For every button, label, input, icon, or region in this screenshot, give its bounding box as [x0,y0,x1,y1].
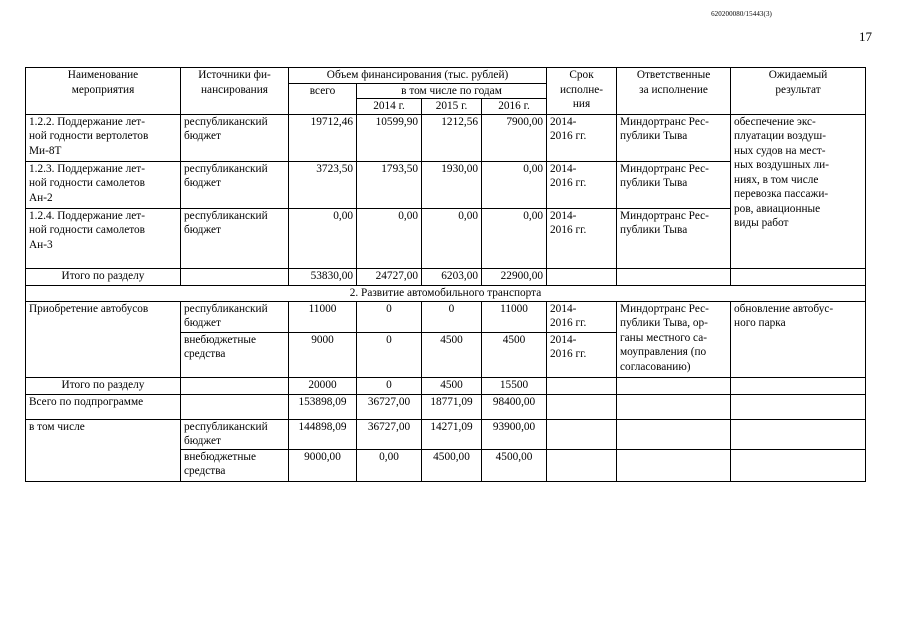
cell-name: 1.2.3. Поддержание лет- ной годности самолетов Ан-2 [26,161,181,208]
page-number: 17 [859,29,872,44]
cell-2016: 4500,00 [482,449,547,481]
header-result: Ожидаемый результат [731,68,866,115]
section-title: 2. Развитие автомобильного транспорта [26,285,866,301]
cell-2014: 0 [357,377,422,394]
cell-name: 1.2.4. Поддержание лет- ной годности самолетов Ан-3 [26,208,181,268]
cell-2016: 0,00 [482,161,547,208]
header-volume: Объем финансирования (тыс. рублей) [289,68,547,84]
cell-2016: 7900,00 [482,114,547,161]
cell-2016: 93900,00 [482,419,547,449]
cell-result: обновление автобус- ного парка [731,301,866,377]
cell-term [547,268,617,285]
cell-source [181,268,289,285]
cell-term [547,394,617,419]
cell-source: республиканский бюджет [181,161,289,208]
cell-result [731,377,866,394]
cell-2016: 4500 [482,332,547,377]
cell-2015: 4500 [422,377,482,394]
cell-total: 9000,00 [289,449,357,481]
section-row [26,285,866,301]
cell-2016: 98400,00 [482,394,547,419]
cell-2014: 0 [357,332,422,377]
header-2015: 2015 г. [422,99,482,115]
cell-term: 2014- 2016 гг. [547,114,617,161]
document-code: 620200080/15443(3) [711,10,772,18]
cell-2014: 1793,50 [357,161,422,208]
financing-table [25,67,866,482]
cell-name: Итого по разделу [26,377,181,394]
cell-total: 11000 [289,301,357,332]
cell-total: 153898,09 [289,394,357,419]
cell-responsible [617,449,731,481]
cell-term: 2014- 2016 гг. [547,332,617,377]
cell-total: 0,00 [289,208,357,268]
header-term: Срок исполне- ния [547,68,617,115]
cell-term [547,449,617,481]
cell-result [731,419,866,449]
header-2016: 2016 г. [482,99,547,115]
cell-name: 1.2.2. Поддержание лет- ной годности вертолетов Ми-8Т [26,114,181,161]
cell-responsible: Миндортранс Рес- публики Тыва [617,114,731,161]
cell-2014: 36727,00 [357,419,422,449]
table-row [26,114,866,161]
cell-source: республиканский бюджет [181,301,289,332]
cell-2015: 0 [422,301,482,332]
cell-source [181,394,289,419]
cell-responsible: Миндортранс Рес- публики Тыва, ор- ганы местного са- моуправления (по согласованию) [617,301,731,377]
cell-total: 3723,50 [289,161,357,208]
cell-2015: 18771,09 [422,394,482,419]
cell-term: 2014- 2016 гг. [547,301,617,332]
table-row [26,419,866,449]
cell-total: 144898,09 [289,419,357,449]
cell-total: 20000 [289,377,357,394]
cell-total: 19712,46 [289,114,357,161]
header-by-years: в том числе по годам [357,83,547,99]
cell-2014: 0 [357,301,422,332]
cell-name: Всего по подпрограмме [26,394,181,419]
cell-responsible [617,268,731,285]
cell-2015: 1930,00 [422,161,482,208]
cell-result [731,449,866,481]
cell-2015: 4500,00 [422,449,482,481]
cell-result [731,268,866,285]
cell-result: обеспечение экс- плуатации воздуш- ных судов на мест- ных воздушных ли- ниях, в том числе перевозка пассажи- ров, авиационные виды работ [731,114,866,268]
cell-responsible [617,419,731,449]
cell-2014: 10599,90 [357,114,422,161]
cell-source: республиканский бюджет [181,114,289,161]
cell-name: Итого по разделу [26,268,181,285]
cell-name: Приобретение автобусов [26,301,181,377]
cell-2016: 0,00 [482,208,547,268]
cell-term: 2014- 2016 гг. [547,208,617,268]
cell-total: 9000 [289,332,357,377]
total-row [26,394,866,419]
cell-2014: 0,00 [357,449,422,481]
cell-term: 2014- 2016 гг. [547,161,617,208]
cell-2015: 1212,56 [422,114,482,161]
cell-2014: 36727,00 [357,394,422,419]
header-name: Наименование мероприятия [26,68,181,115]
header-2014: 2014 г. [357,99,422,115]
cell-source: республиканский бюджет [181,208,289,268]
cell-responsible [617,377,731,394]
header-source: Источники фи- нансирования [181,68,289,115]
table-row [26,301,866,332]
header-total: всего [289,83,357,114]
cell-2014: 24727,00 [357,268,422,285]
subtotal-row [26,268,866,285]
cell-total: 53830,00 [289,268,357,285]
cell-term [547,377,617,394]
cell-2016: 22900,00 [482,268,547,285]
cell-responsible: Миндортранс Рес- публики Тыва [617,208,731,268]
cell-2016: 11000 [482,301,547,332]
cell-responsible: Миндортранс Рес- публики Тыва [617,161,731,208]
cell-2015: 4500 [422,332,482,377]
cell-2014: 0,00 [357,208,422,268]
cell-result [731,394,866,419]
cell-source: внебюджетные средства [181,332,289,377]
cell-2016: 15500 [482,377,547,394]
cell-source: внебюджетные средства [181,449,289,481]
cell-responsible [617,394,731,419]
subtotal-row [26,377,866,394]
cell-source: республиканский бюджет [181,419,289,449]
cell-name: в том числе [26,419,181,481]
cell-source [181,377,289,394]
header-responsible: Ответственные за исполнение [617,68,731,115]
header-row [26,68,866,84]
cell-2015: 6203,00 [422,268,482,285]
cell-2015: 0,00 [422,208,482,268]
cell-term [547,419,617,449]
cell-2015: 14271,09 [422,419,482,449]
